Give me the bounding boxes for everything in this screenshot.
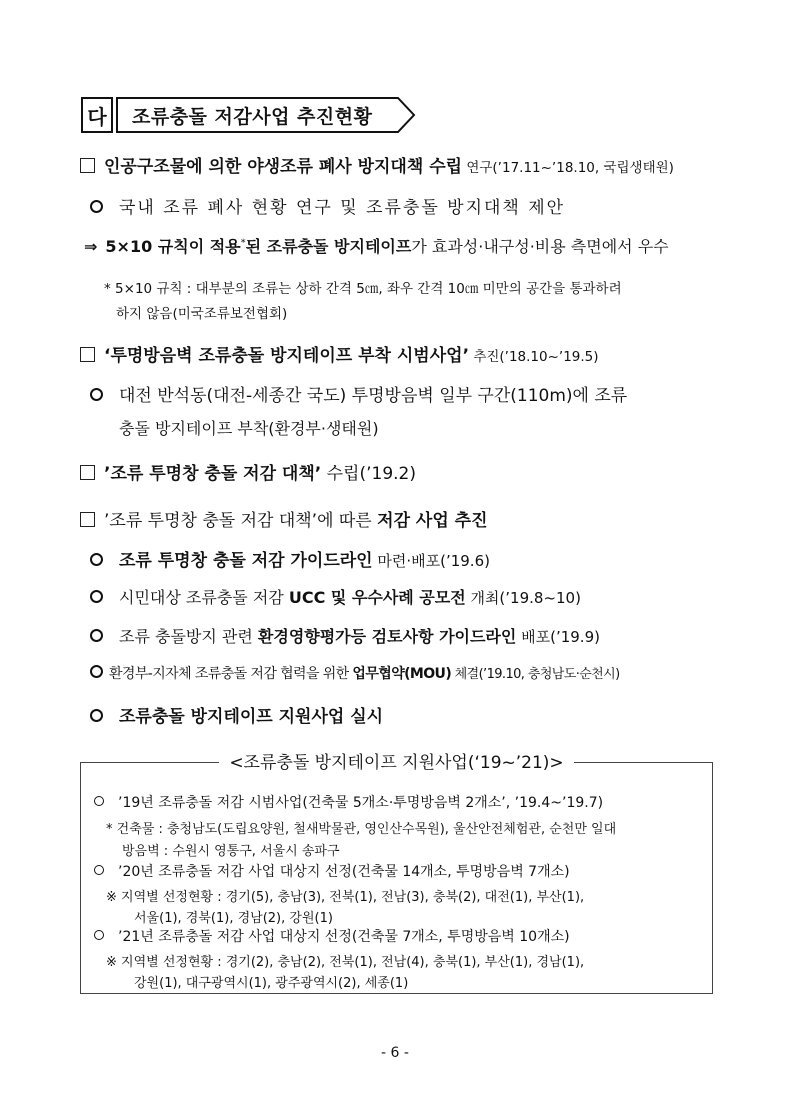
circle-bullet-icon <box>94 865 104 875</box>
section4-item1: 조류 투명창 충돌 저감 가이드라인 마련·배포(’19.6) <box>90 546 490 571</box>
section4-item4: 환경부-지자체 조류충돌 저감 협력을 위한 업무협약(MOU) 체결(’19.10, 충청남도·순천시) <box>90 663 620 683</box>
circle-bullet-icon <box>90 629 103 642</box>
section2-item1-line1: 대전 반석동(대전-세종간 국도) 투명방음벽 일부 구간(110m)에 조류 <box>90 381 627 406</box>
circle-bullet-icon <box>94 796 104 806</box>
circle-bullet-icon <box>90 200 103 213</box>
checkbox-square-icon <box>80 158 95 173</box>
support-2019-note1: * 건축물 : 충청남도(도립요양원, 철새박물관, 영인산수목원), 울산안전체험관, 순천만 일대 <box>106 822 617 837</box>
section3-heading: ’조류 투명창 충돌 저감 대책’ 수립(’19.2) <box>80 459 416 484</box>
support-2020-note2: 서울(1), 경북(1), 경남(2), 강원(1) <box>134 911 333 926</box>
checkbox-square-icon <box>80 512 95 527</box>
page-number: - 6 - <box>381 1045 409 1061</box>
support-2020-line: ’20년 조류충돌 저감 사업 대상지 선정(건축물 14개소, 투명방음벽 7개소) <box>94 861 570 881</box>
circle-bullet-icon <box>90 553 103 566</box>
support-2021-line: ’21년 조류충돌 저감 사업 대상지 선정(건축물 7개소, 투명방음벽 10개소) <box>94 926 570 946</box>
section4-item2: 시민대상 조류충돌 저감 UCC 및 우수사례 공모전 개최(’19.8~10) <box>90 585 581 608</box>
circle-bullet-icon <box>90 709 103 722</box>
support-2021-note2: 강원(1), 대구광역시(1), 광주광역시(2), 세종(1) <box>134 976 409 991</box>
section-title-box <box>116 97 416 133</box>
section1-heading: 인공구조물에 의한 야생조류 폐사 방지대책 수립 연구(’17.11~’18.10, 국립생태원) <box>80 152 674 177</box>
section1-arrow-line: ⇒ 5×10 규칙이 적용*된 조류충돌 방지테이프가 효과성·내구성·비용 측면에서 우수 <box>84 237 669 256</box>
support-2019-line: ’19년 조류충돌 저감 시범사업(건축물 5개소·투명방음벽 2개소’, ’19.4~’19.7) <box>94 792 603 812</box>
support-2019-note2: 방음벽 : 수원시 영통구, 서울시 송파구 <box>122 844 340 859</box>
section1-note-line2: 하지 않음(미국조류보전협회) <box>116 306 288 322</box>
checkbox-square-icon <box>80 465 95 480</box>
circle-bullet-icon <box>94 930 104 940</box>
checkbox-square-icon <box>80 347 95 362</box>
section-title: 조류충돌 저감사업 추진현황 <box>132 106 373 128</box>
section4-heading: ’조류 투명창 충돌 저감 대책’에 따른 저감 사업 추진 <box>80 506 488 531</box>
arrow-icon: ⇒ <box>84 237 98 256</box>
section1-item1: 국내 조류 폐사 현황 연구 및 조류충돌 방지대책 제안 <box>90 193 565 218</box>
section2-item1-line2: 충돌 방지테이프 부착(환경부·생태원) <box>119 419 379 438</box>
section2-heading: ‘투명방음벽 조류충돌 방지테이프 부착 시범사업’ 추진(’18.10~’19.5) <box>80 341 599 366</box>
circle-bullet-icon <box>90 665 103 678</box>
support-2020-note1: ※ 지역별 선정현황 : 경기(5), 충남(3), 전북(1), 전남(3), 충북(2), 대전(1), 부산(1), <box>106 890 585 905</box>
circle-bullet-icon <box>90 590 103 603</box>
support-box-title: <조류충돌 방지테이프 지원사업(‘19~’21)> <box>80 748 713 773</box>
section1-note-line1: * 5×10 규칙 : 대부분의 조류는 상하 간격 5㎝, 좌우 간격 10㎝ 미만의 공간을 통과하려 <box>104 281 622 297</box>
section4-item5: 조류충돌 방지테이프 지원사업 실시 <box>90 702 383 727</box>
support-2021-note1: ※ 지역별 선정현황 : 경기(2), 충남(2), 전북(1), 전남(4), 충북(1), 부산(1), 경남(1), <box>106 955 585 970</box>
section4-item3: 조류 충돌방지 관련 환경영향평가등 검토사항 가이드라인 배포(’19.9) <box>90 624 600 647</box>
section-letter: 다 <box>81 97 113 133</box>
circle-bullet-icon <box>90 388 103 401</box>
